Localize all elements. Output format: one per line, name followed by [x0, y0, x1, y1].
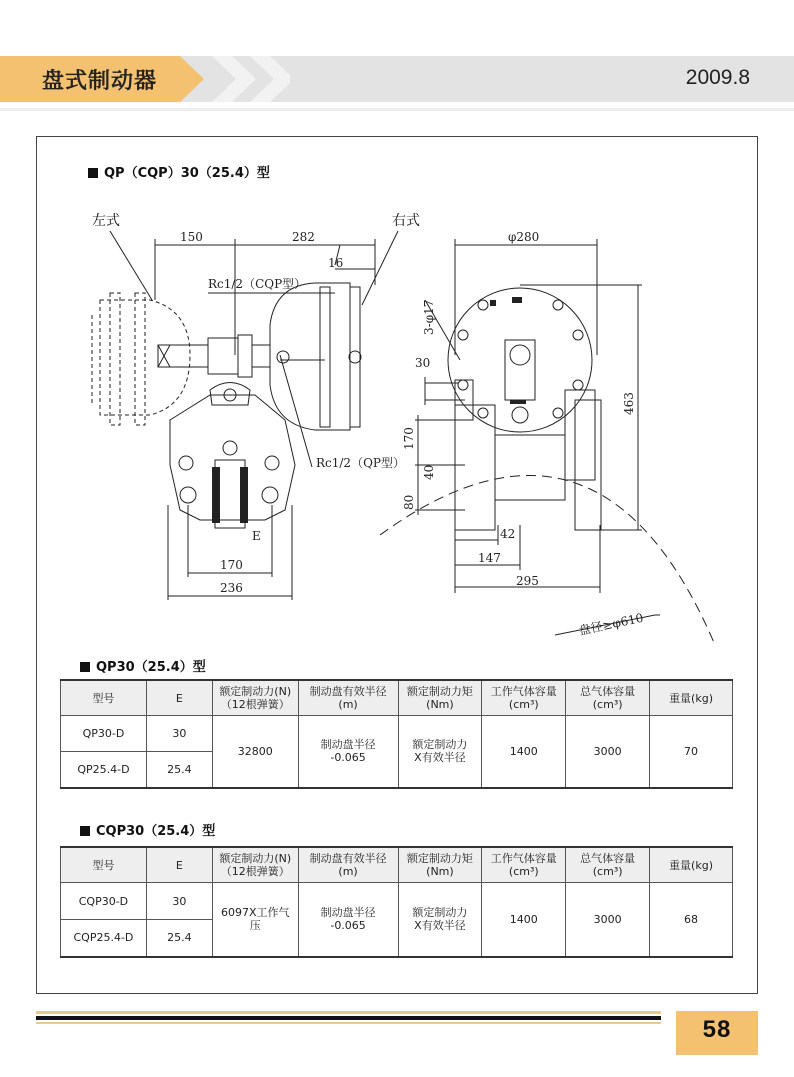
col-model: 型号	[61, 680, 147, 716]
edition-date: 2009.8	[685, 66, 750, 89]
cell-weight: 70	[650, 716, 733, 788]
cell-model: CQP25.4-D	[61, 920, 147, 957]
dim-40: 40	[422, 464, 436, 480]
dim-170-side: 170	[402, 427, 416, 450]
cell-force: 6097X工作气 压	[212, 883, 298, 957]
page-title: 盘式制动器	[42, 69, 158, 94]
col-model: 型号	[61, 847, 147, 883]
cell-work-gas: 1400	[482, 883, 566, 957]
col-torque: 额定制动力矩 (Nm)	[398, 680, 482, 716]
dim-170-bottom: 170	[220, 558, 243, 572]
table-row	[61, 716, 733, 752]
brake-technical-drawing	[80, 205, 730, 650]
table1-title-text: QP30（25.4）型	[96, 660, 206, 675]
page-number: 58	[702, 1016, 732, 1043]
cell-e: 25.4	[146, 920, 212, 957]
dim-150: 150	[180, 230, 203, 244]
cell-e: 25.4	[146, 752, 212, 788]
col-total-gas: 总气体容量 (cm³)	[566, 847, 650, 883]
dim-phi280: φ280	[508, 230, 540, 244]
col-radius: 制动盘有效半径 (m)	[298, 847, 398, 883]
cell-model: CQP30-D	[61, 883, 147, 920]
drawing-title	[88, 162, 270, 181]
cell-weight: 68	[650, 883, 733, 957]
footer-rule-black	[36, 1016, 661, 1020]
dim-16: 16	[328, 256, 344, 270]
col-force: 额定制动力(N) （12根弹簧）	[212, 847, 298, 883]
dim-42: 42	[500, 527, 516, 541]
col-torque: 额定制动力矩 (Nm)	[398, 847, 482, 883]
footer-rule-gold	[36, 1011, 661, 1014]
label-e: E	[252, 529, 261, 543]
dim-30: 30	[415, 356, 431, 370]
cell-model: QP25.4-D	[61, 752, 147, 788]
col-e: E	[146, 680, 212, 716]
cell-work-gas: 1400	[482, 716, 566, 788]
cell-torque: 额定制动力 X有效半径	[398, 883, 482, 957]
table-row	[61, 883, 733, 920]
cell-torque: 额定制动力 X有效半径	[398, 716, 482, 788]
cell-radius: 制动盘半径 -0.065	[298, 883, 398, 957]
cell-force: 32800	[212, 716, 298, 788]
col-force: 额定制动力(N) （12根弹簧）	[212, 680, 298, 716]
dim-236: 236	[220, 581, 243, 595]
dim-282: 282	[292, 230, 315, 244]
spec-table-cqp	[60, 846, 733, 958]
cell-total-gas: 3000	[566, 716, 650, 788]
bullet-square-icon	[88, 168, 98, 178]
dim-147: 147	[478, 551, 501, 565]
table2-title	[80, 820, 215, 839]
col-total-gas: 总气体容量 (cm³)	[566, 680, 650, 716]
spec-table-qp	[60, 679, 733, 789]
col-e: E	[146, 847, 212, 883]
label-right-type: 右式	[392, 213, 420, 229]
label-disc-diameter: 盘径≥φ610	[577, 610, 645, 638]
table1-title	[80, 656, 206, 675]
table-header-row	[61, 847, 733, 883]
cell-e: 30	[146, 883, 212, 920]
cell-e: 30	[146, 716, 212, 752]
col-weight: 重量(kg)	[650, 847, 733, 883]
col-weight: 重量(kg)	[650, 680, 733, 716]
cell-radius: 制动盘半径 -0.065	[298, 716, 398, 788]
bullet-square-icon	[80, 662, 90, 672]
header-rule	[0, 108, 794, 111]
cell-model: QP30-D	[61, 716, 147, 752]
col-radius: 制动盘有效半径 (m)	[298, 680, 398, 716]
dim-80: 80	[402, 494, 416, 510]
label-rc-cqp: Rc1/2（CQP型）	[208, 277, 307, 291]
dim-463: 463	[622, 392, 636, 415]
cell-total-gas: 3000	[566, 883, 650, 957]
label-holes: 3-φ17	[422, 299, 436, 335]
table2-title-text: CQP30（25.4）型	[96, 824, 216, 839]
table-header-row	[61, 680, 733, 716]
col-work-gas: 工作气体容量 (cm³)	[482, 680, 566, 716]
dim-295: 295	[516, 574, 539, 588]
col-work-gas: 工作气体容量 (cm³)	[482, 847, 566, 883]
label-rc-qp: Rc1/2（QP型）	[316, 456, 405, 470]
drawing-title-text: QP（CQP）30（25.4）型	[104, 166, 270, 181]
footer-rule-gold-thin	[36, 1022, 661, 1024]
bullet-square-icon	[80, 826, 90, 836]
label-left-type: 左式	[92, 213, 120, 229]
